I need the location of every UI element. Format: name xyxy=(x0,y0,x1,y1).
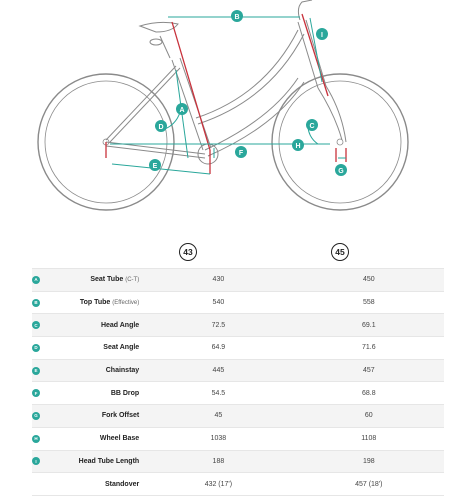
geometry-table xyxy=(32,268,444,496)
label-b xyxy=(231,10,243,22)
row-measurement-note: (Effective) xyxy=(112,300,140,307)
row-letter-badge: B xyxy=(32,299,40,307)
row-value-size-45: 450 xyxy=(294,269,444,292)
row-value-size-45: 198 xyxy=(294,450,444,473)
label-a xyxy=(176,103,188,115)
svg-text:I: I xyxy=(321,32,323,39)
row-value-size-45: 68.8 xyxy=(294,382,444,405)
svg-text:H: H xyxy=(295,143,301,150)
table-row xyxy=(32,337,444,360)
table-row xyxy=(32,473,444,496)
row-value-size-45: 71.6 xyxy=(294,337,444,360)
table-row xyxy=(32,291,444,314)
row-measurement-name: Head Tube Length xyxy=(78,457,140,465)
svg-text:A: A xyxy=(179,107,185,114)
svg-text:G: G xyxy=(338,168,344,175)
svg-text:E: E xyxy=(152,163,158,170)
row-value-size-45: 69.1 xyxy=(294,314,444,337)
row-value-size-45: 457 xyxy=(294,359,444,382)
front-wheel xyxy=(272,74,408,210)
row-measurement-name: Top Tube xyxy=(79,299,111,307)
row-letter-badge: F xyxy=(32,389,40,397)
table-row xyxy=(32,269,444,292)
svg-text:B: B xyxy=(234,14,240,21)
table-row xyxy=(32,405,444,428)
size-43-badge: 43 xyxy=(179,243,197,261)
row-value-size-43: 432 (17') xyxy=(143,473,293,496)
row-value-size-45: 60 xyxy=(294,405,444,428)
bike-geometry-diagram xyxy=(0,0,466,225)
row-letter-badge: G xyxy=(32,412,40,420)
label-f xyxy=(235,146,247,158)
label-i xyxy=(316,28,328,40)
label-e xyxy=(149,159,161,171)
row-measurement-name: Head Angle xyxy=(100,321,140,329)
table-row xyxy=(32,359,444,382)
row-measurement-name: Seat Tube xyxy=(90,276,124,284)
row-value-size-43: 64.9 xyxy=(143,337,293,360)
row-measurement-name: BB Drop xyxy=(110,389,140,397)
table-row xyxy=(32,450,444,473)
row-letter-badge: H xyxy=(32,435,40,443)
row-measurement-name: Fork Offset xyxy=(101,412,140,420)
row-value-size-43: 45 xyxy=(143,405,293,428)
row-measurement-name: Wheel Base xyxy=(99,435,140,443)
svg-text:F: F xyxy=(238,150,244,157)
row-value-size-43: 54.5 xyxy=(143,382,293,405)
row-letter-badge: A xyxy=(32,276,40,284)
row-value-size-45: 558 xyxy=(294,291,444,314)
row-measurement-name: Chainstay xyxy=(105,367,140,375)
row-letter-badge: E xyxy=(32,367,40,375)
label-h xyxy=(292,139,304,151)
table-row xyxy=(32,427,444,450)
row-value-size-43: 188 xyxy=(143,450,293,473)
svg-text:D: D xyxy=(158,124,164,131)
bike-frame xyxy=(106,0,346,164)
row-measurement-name: Standover xyxy=(104,480,140,488)
row-letter-badge: C xyxy=(32,321,40,329)
label-g xyxy=(335,164,347,176)
row-value-size-43: 72.5 xyxy=(143,314,293,337)
size-45-badge: 45 xyxy=(331,243,349,261)
table-row xyxy=(32,382,444,405)
row-value-size-43: 1038 xyxy=(143,427,293,450)
row-value-size-43: 445 xyxy=(143,359,293,382)
label-d xyxy=(155,120,167,132)
table-row xyxy=(32,314,444,337)
label-c xyxy=(306,119,318,131)
row-measurement-note: (C-T) xyxy=(125,277,140,284)
row-value-size-45: 1108 xyxy=(294,427,444,450)
row-value-size-45: 457 (18') xyxy=(294,473,444,496)
row-measurement-name: Seat Angle xyxy=(103,344,140,352)
row-letter-badge: D xyxy=(32,344,40,352)
row-letter-badge: I xyxy=(32,457,40,465)
svg-text:C: C xyxy=(309,123,315,130)
row-value-size-43: 540 xyxy=(143,291,293,314)
size-headers xyxy=(0,243,466,267)
row-value-size-43: 430 xyxy=(143,269,293,292)
